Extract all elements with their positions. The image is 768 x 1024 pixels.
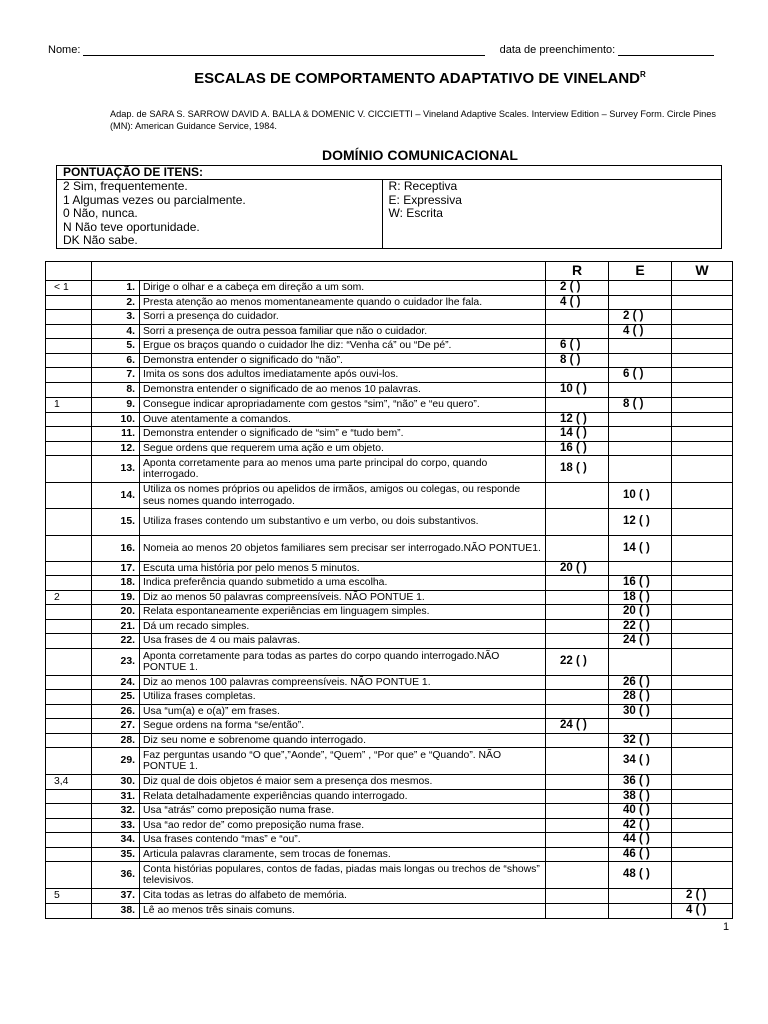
item-description: Relata espontaneamente experiências em linguagem simples. bbox=[140, 605, 546, 620]
item-number: 18. bbox=[92, 576, 140, 591]
item-number: 25. bbox=[92, 690, 140, 705]
score-cell-r bbox=[546, 325, 609, 339]
item-description: Conta histórias populares, contos de fadas, piadas mais longas ou trechos de “shows” televisivos. bbox=[140, 862, 546, 889]
score-cell-r[interactable]: 2 ( ) bbox=[546, 281, 609, 296]
age-cell bbox=[46, 719, 92, 734]
score-cell-w bbox=[672, 296, 733, 310]
item-description: Nomeia ao menos 20 objetos familiares sem precisar ser interrogado.NÃO PONTUE1. bbox=[140, 536, 546, 562]
item-description: Cita todas as letras do alfabeto de memória. bbox=[140, 889, 546, 904]
item-description: Aponta corretamente para ao menos uma parte principal do corpo, quando interrogado. bbox=[140, 456, 546, 483]
item-number: 14. bbox=[92, 483, 140, 509]
score-cell-r bbox=[546, 734, 609, 748]
table-row bbox=[46, 562, 733, 576]
score-cell-e bbox=[609, 339, 672, 354]
score-cell-w bbox=[672, 339, 733, 354]
score-cell-w bbox=[672, 368, 733, 383]
score-cell-r[interactable]: 24 ( ) bbox=[546, 719, 609, 734]
item-description: Diz ao menos 50 palavras compreensíveis. NÃO PONTUE 1. bbox=[140, 591, 546, 605]
item-number: 12. bbox=[92, 442, 140, 456]
age-cell bbox=[46, 848, 92, 862]
nome-field[interactable] bbox=[83, 44, 485, 56]
score-cell-w bbox=[672, 775, 733, 790]
score-cell-r[interactable]: 16 ( ) bbox=[546, 442, 609, 456]
item-number: 36. bbox=[92, 862, 140, 889]
item-description: Demonstra entender o significado de “sim” e “tudo bem”. bbox=[140, 427, 546, 442]
header-age bbox=[46, 262, 92, 281]
score-cell-w bbox=[672, 634, 733, 649]
score-cell-w bbox=[672, 833, 733, 848]
scoring-legend bbox=[56, 165, 722, 249]
item-number: 34. bbox=[92, 833, 140, 848]
score-cell-r bbox=[546, 605, 609, 620]
score-cell-r bbox=[546, 676, 609, 690]
score-cell-e bbox=[609, 281, 672, 296]
item-number: 2. bbox=[92, 296, 140, 310]
age-cell bbox=[46, 562, 92, 576]
table-row bbox=[46, 398, 733, 413]
table-row bbox=[46, 281, 733, 296]
score-cell-e bbox=[609, 296, 672, 310]
legend-area: E: Expressiva bbox=[388, 192, 462, 207]
item-description: Ouve atentamente a comandos. bbox=[140, 413, 546, 427]
item-description: Usa frases contendo “mas” e “ou”. bbox=[140, 833, 546, 848]
age-cell bbox=[46, 368, 92, 383]
score-cell-e bbox=[609, 442, 672, 456]
score-cell-r bbox=[546, 536, 609, 562]
item-number: 31. bbox=[92, 790, 140, 804]
score-cell-r[interactable]: 14 ( ) bbox=[546, 427, 609, 442]
score-cell-r bbox=[546, 509, 609, 536]
score-cell-r[interactable]: 10 ( ) bbox=[546, 383, 609, 398]
table-row bbox=[46, 748, 733, 775]
score-cell-r bbox=[546, 398, 609, 413]
table-row bbox=[46, 576, 733, 591]
age-cell bbox=[46, 734, 92, 748]
legend-scores bbox=[57, 180, 383, 249]
legend-score: DK Não sabe. bbox=[63, 233, 138, 247]
table-row bbox=[46, 690, 733, 705]
item-number: 30. bbox=[92, 775, 140, 790]
item-description: Articula palavras claramente, sem trocas de fonemas. bbox=[140, 848, 546, 862]
item-number: 11. bbox=[92, 427, 140, 442]
age-cell: 2 bbox=[46, 591, 92, 605]
item-description: Imita os sons dos adultos imediatamente após ouvi-los. bbox=[140, 368, 546, 383]
score-cell-e[interactable]: 6 ( ) bbox=[609, 368, 672, 383]
score-cell-e bbox=[609, 427, 672, 442]
table-row bbox=[46, 591, 733, 605]
item-description: Segue ordens que requerem uma ação e um objeto. bbox=[140, 442, 546, 456]
item-description: Sorri a presença do cuidador. bbox=[140, 310, 546, 325]
nome-label: Nome: bbox=[48, 44, 81, 56]
score-cell-e bbox=[609, 904, 672, 919]
score-cell-r bbox=[546, 775, 609, 790]
score-cell-e[interactable]: 46 ( ) bbox=[609, 848, 672, 862]
table-row bbox=[46, 354, 733, 368]
score-cell-r bbox=[546, 748, 609, 775]
item-description: Dirige o olhar e a cabeça em direção a um som. bbox=[140, 281, 546, 296]
item-number: 19. bbox=[92, 591, 140, 605]
reference-text: Adap. de SARA S. SARROW DAVID A. BALLA & DOMENIC V. CICCIETTI – Vineland Adaptive Scales. Interview Edition – Survey Form. Circle Pines (MN): American Guidance Service, 1984. bbox=[110, 109, 716, 131]
score-cell-r[interactable]: 6 ( ) bbox=[546, 339, 609, 354]
score-cell-e[interactable]: 2 ( ) bbox=[609, 310, 672, 325]
item-description: Diz ao menos 100 palavras compreensíveis. NÃO PONTUE 1. bbox=[140, 676, 546, 690]
score-cell-r[interactable]: 20 ( ) bbox=[546, 562, 609, 576]
score-cell-e[interactable]: 22 ( ) bbox=[609, 620, 672, 634]
score-cell-w bbox=[672, 562, 733, 576]
score-cell-r bbox=[546, 690, 609, 705]
score-cell-r bbox=[546, 310, 609, 325]
item-number: 22. bbox=[92, 634, 140, 649]
item-description: Escuta uma história por pelo menos 5 minutos. bbox=[140, 562, 546, 576]
item-description: Utiliza os nomes próprios ou apelidos de irmãos, amigos ou colegas, ou responde seus nomes quando interrogado. bbox=[140, 483, 546, 509]
score-cell-e bbox=[609, 562, 672, 576]
legend-score: 2 Sim, frequentemente. bbox=[63, 179, 188, 193]
score-cell-e bbox=[609, 383, 672, 398]
score-cell-r bbox=[546, 833, 609, 848]
item-number: 9. bbox=[92, 398, 140, 413]
legend-area: W: Escrita bbox=[388, 206, 443, 220]
score-cell-r bbox=[546, 790, 609, 804]
score-cell-w bbox=[672, 576, 733, 591]
table-row bbox=[46, 483, 733, 509]
table-row bbox=[46, 676, 733, 690]
header-col-r: R bbox=[546, 262, 609, 281]
item-description: Usa frases de 4 ou mais palavras. bbox=[140, 634, 546, 649]
table-row bbox=[46, 509, 733, 536]
item-number: 3. bbox=[92, 310, 140, 325]
item-description: Lê ao menos três sinais comuns. bbox=[140, 904, 546, 919]
item-number: 1. bbox=[92, 281, 140, 296]
score-cell-r bbox=[546, 368, 609, 383]
age-cell bbox=[46, 536, 92, 562]
score-cell-e[interactable]: 44 ( ) bbox=[609, 833, 672, 848]
item-number: 10. bbox=[92, 413, 140, 427]
item-description: Usa “atrás” como preposição numa frase. bbox=[140, 804, 546, 819]
score-cell-r bbox=[546, 804, 609, 819]
score-cell-w bbox=[672, 413, 733, 427]
age-cell bbox=[46, 605, 92, 620]
age-cell bbox=[46, 310, 92, 325]
item-number: 24. bbox=[92, 676, 140, 690]
table-row bbox=[46, 296, 733, 310]
data-field[interactable] bbox=[618, 44, 714, 56]
table-row bbox=[46, 383, 733, 398]
age-cell bbox=[46, 790, 92, 804]
item-number: 29. bbox=[92, 748, 140, 775]
age-cell bbox=[46, 456, 92, 483]
score-cell-w[interactable]: 4 ( ) bbox=[672, 904, 733, 919]
item-number: 6. bbox=[92, 354, 140, 368]
item-description: Faz perguntas usando “O que”,”Aonde”, “Quem” , “Por que” e “Quando”. NÃO PONTUE 1. bbox=[140, 748, 546, 775]
score-cell-w bbox=[672, 509, 733, 536]
score-cell-e[interactable]: 38 ( ) bbox=[609, 790, 672, 804]
table-row bbox=[46, 862, 733, 889]
item-number: 28. bbox=[92, 734, 140, 748]
item-number: 33. bbox=[92, 819, 140, 833]
score-cell-r bbox=[546, 620, 609, 634]
table-row bbox=[46, 634, 733, 649]
table-row bbox=[46, 904, 733, 919]
legend-score: N Não teve oportunidade. bbox=[63, 219, 200, 234]
score-cell-e[interactable]: 34 ( ) bbox=[609, 748, 672, 775]
score-cell-w bbox=[672, 790, 733, 804]
item-number: 16. bbox=[92, 536, 140, 562]
score-cell-w[interactable]: 2 ( ) bbox=[672, 889, 733, 904]
table-row bbox=[46, 442, 733, 456]
item-description: Segue ordens na forma “se/então”. bbox=[140, 719, 546, 734]
score-cell-r bbox=[546, 634, 609, 649]
score-cell-r[interactable]: 18 ( ) bbox=[546, 456, 609, 483]
score-cell-e bbox=[609, 649, 672, 676]
age-cell bbox=[46, 634, 92, 649]
score-cell-w bbox=[672, 649, 733, 676]
table-header-row bbox=[46, 262, 733, 281]
age-cell bbox=[46, 862, 92, 889]
score-cell-e[interactable]: 4 ( ) bbox=[609, 325, 672, 339]
age-cell bbox=[46, 690, 92, 705]
age-cell bbox=[46, 576, 92, 591]
score-cell-w bbox=[672, 383, 733, 398]
score-cell-r bbox=[546, 904, 609, 919]
item-number: 5. bbox=[92, 339, 140, 354]
score-cell-e[interactable]: 28 ( ) bbox=[609, 690, 672, 705]
age-cell: 5 bbox=[46, 889, 92, 904]
age-cell bbox=[46, 354, 92, 368]
age-cell: 1 bbox=[46, 398, 92, 413]
age-cell: < 1 bbox=[46, 281, 92, 296]
score-cell-w bbox=[672, 442, 733, 456]
score-cell-w bbox=[672, 676, 733, 690]
table-row bbox=[46, 833, 733, 848]
score-cell-e[interactable]: 42 ( ) bbox=[609, 819, 672, 833]
score-cell-r[interactable]: 4 ( ) bbox=[546, 296, 609, 310]
data-label: data de preenchimento: bbox=[499, 44, 616, 56]
items-table bbox=[45, 261, 733, 919]
score-cell-r bbox=[546, 862, 609, 889]
score-cell-w bbox=[672, 536, 733, 562]
item-description: Usa “ao redor de” como preposição numa frase. bbox=[140, 819, 546, 833]
item-description: Aponta corretamente para todas as partes do corpo quando interrogado.NÃO PONTUE 1. bbox=[140, 649, 546, 676]
item-description: Demonstra entender o significado de ao menos 10 palavras. bbox=[140, 383, 546, 398]
age-cell bbox=[46, 296, 92, 310]
header-item bbox=[92, 262, 546, 281]
score-cell-e[interactable]: 48 ( ) bbox=[609, 862, 672, 889]
table-row bbox=[46, 775, 733, 790]
age-cell bbox=[46, 325, 92, 339]
table-row bbox=[46, 368, 733, 383]
item-number: 21. bbox=[92, 620, 140, 634]
score-cell-e[interactable]: 24 ( ) bbox=[609, 634, 672, 649]
score-cell-r bbox=[546, 591, 609, 605]
header-col-w: W bbox=[672, 262, 733, 281]
table-row bbox=[46, 620, 733, 634]
score-cell-e[interactable]: 26 ( ) bbox=[609, 676, 672, 690]
item-description: Utiliza frases completas. bbox=[140, 690, 546, 705]
table-row bbox=[46, 310, 733, 325]
score-cell-e[interactable]: 30 ( ) bbox=[609, 705, 672, 719]
age-cell bbox=[46, 383, 92, 398]
score-cell-e[interactable]: 16 ( ) bbox=[609, 576, 672, 591]
item-description: Utiliza frases contendo um substantivo e um verbo, ou dois substantivos. bbox=[140, 509, 546, 536]
score-cell-e[interactable]: 20 ( ) bbox=[609, 605, 672, 620]
age-cell bbox=[46, 413, 92, 427]
item-description: Relata detalhadamente experiências quando interrogado. bbox=[140, 790, 546, 804]
score-cell-e bbox=[609, 456, 672, 483]
table-row bbox=[46, 427, 733, 442]
item-description: Presta atenção ao menos momentaneamente quando o cuidador lhe fala. bbox=[140, 296, 546, 310]
item-description: Diz qual de dois objetos é maior sem a presença dos mesmos. bbox=[140, 775, 546, 790]
table-row bbox=[46, 605, 733, 620]
item-number: 7. bbox=[92, 368, 140, 383]
score-cell-r[interactable]: 22 ( ) bbox=[546, 649, 609, 676]
item-number: 35. bbox=[92, 848, 140, 862]
score-cell-w bbox=[672, 483, 733, 509]
legend-score: 0 Não, nunca. bbox=[63, 206, 138, 220]
table-row bbox=[46, 734, 733, 748]
score-cell-w bbox=[672, 819, 733, 833]
age-cell bbox=[46, 442, 92, 456]
score-cell-w bbox=[672, 620, 733, 634]
score-cell-w bbox=[672, 862, 733, 889]
score-cell-e[interactable]: 18 ( ) bbox=[609, 591, 672, 605]
score-cell-r[interactable]: 8 ( ) bbox=[546, 354, 609, 368]
legend-areas bbox=[382, 180, 721, 249]
table-row bbox=[46, 889, 733, 904]
age-cell bbox=[46, 705, 92, 719]
score-cell-w bbox=[672, 456, 733, 483]
age-cell bbox=[46, 509, 92, 536]
item-description: Diz seu nome e sobrenome quando interrogado. bbox=[140, 734, 546, 748]
age-cell bbox=[46, 819, 92, 833]
score-cell-e[interactable]: 14 ( ) bbox=[609, 536, 672, 562]
item-number: 38. bbox=[92, 904, 140, 919]
score-cell-e[interactable]: 36 ( ) bbox=[609, 775, 672, 790]
item-number: 20. bbox=[92, 605, 140, 620]
score-cell-e bbox=[609, 719, 672, 734]
score-cell-e bbox=[609, 354, 672, 368]
age-cell bbox=[46, 676, 92, 690]
score-cell-w bbox=[672, 690, 733, 705]
item-description: Ergue os braços quando o cuidador lhe diz: “Venha cá” ou “De pé”. bbox=[140, 339, 546, 354]
score-cell-e[interactable]: 32 ( ) bbox=[609, 734, 672, 748]
item-number: 8. bbox=[92, 383, 140, 398]
legend-header: PONTUAÇÃO DE ITENS: bbox=[57, 166, 722, 180]
table-row bbox=[46, 719, 733, 734]
table-row bbox=[46, 848, 733, 862]
legend-score: 1 Algumas vezes ou parcialmente. bbox=[63, 192, 246, 207]
title-superscript: R bbox=[640, 70, 646, 79]
score-cell-w bbox=[672, 705, 733, 719]
document-title: ESCALAS DE COMPORTAMENTO ADAPTATIVO DE $VINELAND^R$ bbox=[194, 70, 646, 87]
page-number: 1 bbox=[723, 921, 730, 933]
item-number: 27. bbox=[92, 719, 140, 734]
score-cell-r bbox=[546, 705, 609, 719]
age-cell bbox=[46, 339, 92, 354]
score-cell-r bbox=[546, 889, 609, 904]
age-cell bbox=[46, 620, 92, 634]
score-cell-w bbox=[672, 734, 733, 748]
item-number: 17. bbox=[92, 562, 140, 576]
item-number: 26. bbox=[92, 705, 140, 719]
score-cell-w bbox=[672, 804, 733, 819]
age-cell bbox=[46, 904, 92, 919]
score-cell-r bbox=[546, 483, 609, 509]
item-description: Dá um recado simples. bbox=[140, 620, 546, 634]
header-line bbox=[48, 44, 728, 56]
age-cell bbox=[46, 748, 92, 775]
age-cell bbox=[46, 833, 92, 848]
score-cell-w bbox=[672, 310, 733, 325]
score-cell-r bbox=[546, 819, 609, 833]
score-cell-e[interactable]: 8 ( ) bbox=[609, 398, 672, 413]
score-cell-w bbox=[672, 605, 733, 620]
score-cell-r bbox=[546, 576, 609, 591]
age-cell bbox=[46, 427, 92, 442]
item-number: 13. bbox=[92, 456, 140, 483]
score-cell-w bbox=[672, 748, 733, 775]
item-number: 15. bbox=[92, 509, 140, 536]
item-description: Indica preferência quando submetido a uma escolha. bbox=[140, 576, 546, 591]
item-number: 23. bbox=[92, 649, 140, 676]
score-cell-e[interactable]: 10 ( ) bbox=[609, 483, 672, 509]
score-cell-r[interactable]: 12 ( ) bbox=[546, 413, 609, 427]
score-cell-w bbox=[672, 591, 733, 605]
item-description: Consegue indicar apropriadamente com gestos “sim”, “não” e “eu quero”. bbox=[140, 398, 546, 413]
item-number: 37. bbox=[92, 889, 140, 904]
score-cell-e bbox=[609, 889, 672, 904]
table-row bbox=[46, 705, 733, 719]
age-cell bbox=[46, 483, 92, 509]
table-row bbox=[46, 649, 733, 676]
legend-area: R: Receptiva bbox=[388, 179, 458, 193]
table-row bbox=[46, 790, 733, 804]
table-row bbox=[46, 413, 733, 427]
score-cell-w bbox=[672, 848, 733, 862]
table-row bbox=[46, 804, 733, 819]
score-cell-w bbox=[672, 398, 733, 413]
age-cell: 3,4 bbox=[46, 775, 92, 790]
score-cell-w bbox=[672, 719, 733, 734]
table-row bbox=[46, 325, 733, 339]
item-description: Demonstra entender o significado do “não”. bbox=[140, 354, 546, 368]
item-number: 4. bbox=[92, 325, 140, 339]
age-cell bbox=[46, 804, 92, 819]
item-number: 32. bbox=[92, 804, 140, 819]
table-row bbox=[46, 339, 733, 354]
score-cell-w bbox=[672, 325, 733, 339]
score-cell-e[interactable]: 12 ( ) bbox=[609, 509, 672, 536]
item-description: Sorri a presença de outra pessoa familiar que não o cuidador. bbox=[140, 325, 546, 339]
score-cell-w bbox=[672, 427, 733, 442]
header-col-e: E bbox=[609, 262, 672, 281]
score-cell-w bbox=[672, 354, 733, 368]
score-cell-e[interactable]: 40 ( ) bbox=[609, 804, 672, 819]
item-description: Usa “um(a) e o(a)” em frases. bbox=[140, 705, 546, 719]
table-row bbox=[46, 536, 733, 562]
table-row bbox=[46, 819, 733, 833]
score-cell-w bbox=[672, 281, 733, 296]
score-cell-e bbox=[609, 413, 672, 427]
score-cell-r bbox=[546, 848, 609, 862]
age-cell bbox=[46, 649, 92, 676]
table-row bbox=[46, 456, 733, 483]
domain-title: DOMÍNIO COMUNICACIONAL bbox=[322, 147, 518, 163]
